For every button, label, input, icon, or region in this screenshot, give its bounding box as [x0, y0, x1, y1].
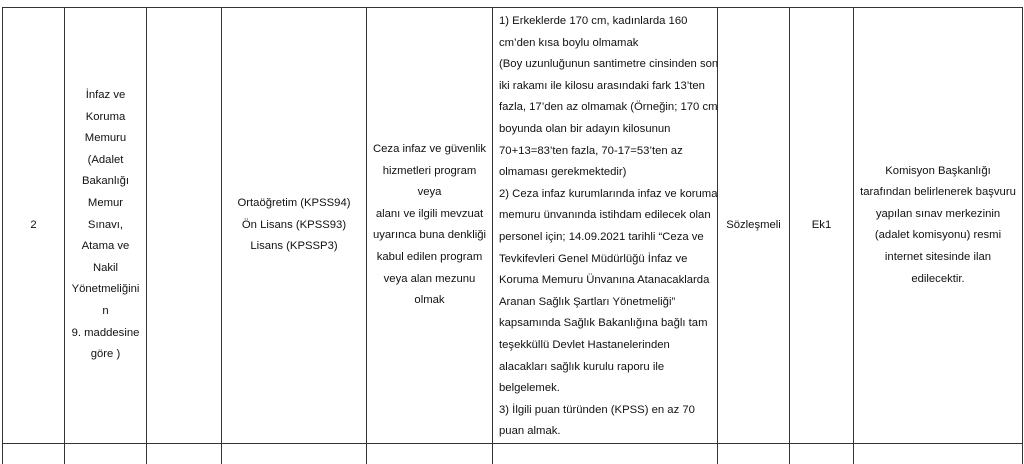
qualification-cell	[367, 8, 493, 444]
requirement-line: Aranan Sağlık Şartları Yönetmeliği”	[499, 295, 676, 308]
education-line: Ortaöğretim (KPSS94)	[237, 197, 351, 210]
position-title-line: Atama ve Nakil	[81, 240, 130, 274]
education-line: Ön Lisans (KPSS93)	[241, 218, 347, 231]
next-row-cell	[3, 443, 65, 464]
requirement-line: boyunda olan bir adayın kilosunun	[499, 122, 671, 135]
requirement-line: kapsamında Sağlık Bakanlığına bağlı tam	[499, 317, 708, 330]
requirement-line: iki rakamı ile kilosu arasındaki fark 13’ten	[499, 79, 705, 92]
requirement-line: memuru ünvanında istihdam edilecek olan	[499, 209, 711, 222]
annex-cell: Ek1	[790, 8, 854, 444]
exam-line: tarafından belirlenerek başvuru	[860, 186, 1016, 199]
education-line: Lisans (KPSSP3)	[250, 240, 338, 253]
next-row-cell	[147, 443, 222, 464]
empty-cell	[147, 8, 222, 444]
requirement-line: alacakları sağlık kurulu raporu ile	[499, 360, 665, 373]
requirement-line: cm’den kısa boylu olmamak	[499, 36, 639, 49]
position-title-line: Koruma	[85, 110, 126, 123]
qualification-line: Ceza infaz ve güvenlik	[372, 143, 487, 156]
exam-line: Komisyon Başkanlığı	[885, 164, 991, 177]
next-row-cell	[854, 443, 1023, 464]
exam-line: yapılan sınav merkezinin	[875, 207, 1001, 220]
requirement-line: 3) İlgili puan türünden (KPSS) en az 70	[499, 403, 695, 416]
qualification-line: uyarınca buna denkliği	[372, 229, 487, 242]
requirement-line: 2) Ceza infaz kurumlarında infaz ve koruma	[499, 187, 718, 200]
requirement-line: Tevkifevleri Genel Müdürlüğü İnfaz ve	[499, 252, 688, 265]
table-row	[3, 8, 1023, 444]
requirement-line: 1) Erkeklerde 170 cm, kadınlarda 160	[499, 15, 688, 27]
requirement-line: personel için; 14.09.2021 tarihli “Ceza ve	[499, 230, 704, 243]
requirement-line: fazla, 17’den az olmamak (Örneğin; 170 cm	[499, 101, 718, 114]
requirements-cell	[493, 8, 718, 444]
qualification-line: veya alan mezunu olmak	[383, 272, 476, 307]
exam-announcement-cell	[854, 8, 1023, 444]
requirement-line: Koruma Memuru Ünvanına Atanacaklarda	[499, 274, 710, 287]
requirement-line: belgelemek.	[499, 382, 560, 395]
qualification-line: hizmetleri program veya	[382, 164, 477, 199]
position-title-cell	[65, 8, 147, 444]
requirement-line: 70+13=83’ten fazla, 70-17=53’ten az	[499, 144, 683, 157]
next-row-cell	[222, 443, 367, 464]
position-title-line: göre )	[90, 348, 121, 361]
qualification-line: kabul edilen program	[376, 251, 483, 264]
position-requirements-table	[2, 7, 1023, 464]
position-title-line: Yönetmeliğinin	[71, 283, 140, 318]
qualification-line: alanı ve ilgili mevzuat	[375, 207, 484, 220]
next-row-cell	[65, 443, 147, 464]
next-row-cell	[790, 443, 854, 464]
requirement-line: olmaması gerekmektedir)	[499, 166, 627, 179]
exam-line: (adalet komisyonu) resmi	[874, 229, 1002, 242]
next-row-cell	[493, 443, 718, 464]
next-row-cell	[367, 443, 493, 464]
education-level-cell	[222, 8, 367, 444]
position-title-line: İnfaz ve	[85, 89, 126, 102]
exam-line: edilecektir.	[911, 272, 965, 285]
position-title-line: (Adalet	[87, 153, 124, 166]
requirement-line: puan almak.	[499, 425, 561, 438]
position-title-line: Memur Sınavı,	[87, 197, 124, 231]
requirement-line: teşekküllü Devlet Hastanelerinden	[499, 338, 670, 351]
position-title-line: Memuru	[84, 132, 127, 145]
requirement-line: (Boy uzunluğunun santimetre cinsinden son	[499, 58, 719, 71]
exam-line: internet sitesinde ilan	[884, 251, 992, 264]
position-title-line: 9. maddesine	[71, 326, 140, 339]
next-row-cell	[718, 443, 790, 464]
employment-type-cell: Sözleşmeli	[718, 8, 790, 444]
position-title-line: Bakanlığı	[81, 175, 130, 188]
table-row-next	[3, 443, 1023, 464]
row-number-cell: 2	[3, 8, 65, 444]
